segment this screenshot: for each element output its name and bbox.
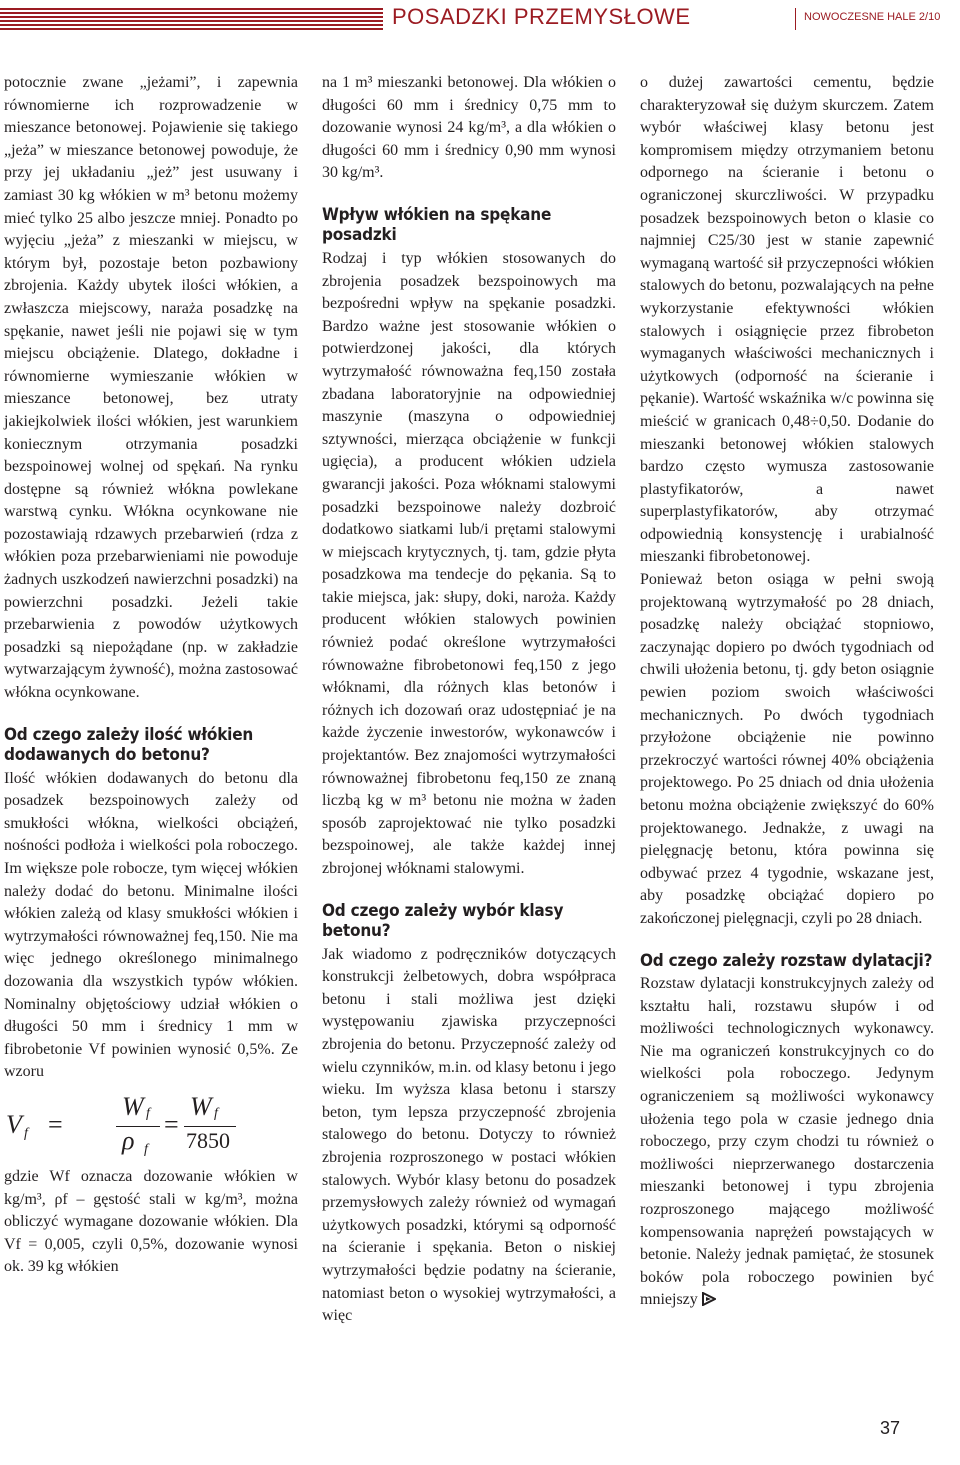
column-2 [322,72,616,1328]
paragraph: Jak wiadomo z podręczników dotyczących konstrukcji żelbetowych, dobra współpraca betonu i stali możliwa jest dzięki występowaniu zjawiska przyczepności zbrojenia do betonu. Przyczepność zależy od wielu czynników, m.in. od klasy betonu i jego wieku. Im wyższa klasa betonu i starszy beton, tym lepsza przyczepność zbrojenia stalowego do betonu. Dotyczy to również zbrojenia rozproszonego w postaci włókien stalowych. Wybór klasy betonu do posadzek przemysłowych zależy również od wymagań użytkowych posadzki, którymi są odporność na ścieranie i spękania. Beton o niskiej wytrzymałości będzie podatny na ścieranie, natomiast beton o wysokiej wytrzymałości, a więc [322,945,616,1325]
formula-num2: W [190,1091,212,1121]
formula-den2: 7850 [186,1127,230,1153]
page-number: 37 [880,1418,901,1438]
header-stripes [0,8,383,30]
formula-eq: = [164,1109,179,1139]
section-heading: Od czego zależy ilość włókien dodawanych do betonu? [4,724,254,766]
paragraph-text: Rozstaw dylatacji konstrukcyjnych zależy od kształtu hali, rozstawu słupów i od możliwości technologicznych wykonawcy. Nie ma ograniczeń konstrukcyjnych co do wielkości pola roboczego. Jedynym ograniczeniem są możliwości wykonawcy ułożenia tego pola w czasie jednego dnia roboczego, przy czym chodzi tu również o możliwości nieprzerwanego dostarczenia mieszanki betonowej i typu zbrojenia rozproszonego mającego możliwość kompensowania naprężeń powstających w betonie. Należy jednak pamiętać, że stosunek boków pola roboczego powinien być mniejszy [640,975,934,1309]
paragraph: gdzie Wf oznacza dozowanie włókien w kg/m³, ρf – gęstość stali w kg/m³, można obliczyć wymagane dozowanie włókien. Dla Vf = 0,005, czyli 0,5%, dozowanie wynosi ok. 39 kg włókien [4,1167,298,1276]
formula-eq: = [48,1109,63,1139]
formula-num2-sub: f [214,1105,218,1121]
paragraph: Rodzaj i typ włókien stosowanych do zbrojenia posadzek bezspoinowych ma bezpośredni wpływ na spękanie posadzki. Bardzo ważne jest stosowanie włókien o potwierdzonej jakości, dla których wytrzymałość równoważna feq,150 została zbadana laboratoryjnie na odpowiedniej maszynie (maszyna o odpowiedniej sztywności, mierząca obciążenie w funkcji ugięcia), a producent włókien udziela gwarancji jakości. Poza włóknami stalowymi posadzki bezspoinowe należy dozbroić dodatkowo siatkami lub/i prętami stalowymi w miejscach krytycznych, tj. tam, gdzie płyta posadzkowa ma tendecje do pękania. Są to takie miejsca, jak: słupy, doki, naroża. Każdy producent włókien stalowych powinien również podać określone wytrzymałości równoważne fibrobetonowi feq,150 z jego włóknami, dla różnych klas betonów i różnych ich dozowań oraz udostępniać je na każde życzenie inwestorów, wykonawców i projektantów. Bez znajomości wytrzymałości równoważnej fibrobetonu feq,150 ze znaną liczbą kg w m³ betonu nie można w żaden sposób zaprojektować nie tylko posadzki bezspoinowej, ale także każdej innej zbrojonej włóknami stalowymi. [322,249,616,877]
formula-num1: W [122,1091,144,1121]
paragraph [640,973,934,1312]
formula-lhs-sub: f [24,1125,28,1141]
column-1 [4,72,298,1279]
formula-den1: ρ [122,1125,135,1155]
paragraph: na 1 m³ mieszanki betonowej. Dla włókien o długości 60 mm i średnicy 0,75 mm to dozowanie wynosi 24 kg/m³, a dla włókien o długości 60 mm i średnicy 0,90 mm wynosi 30 kg/m³. [322,74,616,182]
section-heading: Od czego zależy wybór klasy betonu? [322,900,564,942]
formula-num1-sub: f [146,1105,150,1121]
fraction-line [184,1126,236,1127]
section-title: POSADZKI PRZEMYSŁOWE [392,4,691,29]
continue-arrow-icon [702,1292,716,1306]
section-heading: Od czego zależy rozstaw dylatacji? [640,950,933,971]
header-separator [795,8,796,30]
section-heading: Wpływ włókien na spękane posadzki [322,204,552,246]
column-3 [640,72,934,1312]
paragraph: Ponieważ beton osiąga w pełni swoją projektowaną wytrzymałość po 28 dniach, posadzkę należy obciążać stopniowo, zaczynając dopiero po dwóch tygodniach od chwili ułożenia betonu, tj. gdy beton osiągnie pewien poziom swoich właściwości mechanicznych. Po dwóch tygodniach przyłożone obciążenie nie powinno przekroczyć wartości równej 40% obciążenia projektowego. Po 25 dniach od dnia ułożenia betonu można obciążenie zwiększyć do 60% projektowanego. Jednakże, z uwagi na pielęgnację betonu, która powinna się odbywać przez 4 tygodnie, wskazane jest, aby posadzkę obciążać dopiero po zakończonej pielęgnacji, czyli po 28 dniach. [640,571,934,927]
page-header [0,0,960,44]
paragraph: Ilość włókien dodawanych do betonu dla posadzek bezspoinowych zależy od smukłości włókna, wielkości obciążeń, nośności podłoża i wielkości pola roboczego. Im większe pole robocze, tym więcej włókien należy dodać do betonu. Minimalne ilości włókien zależą od klasy smukłości włókien i wytrzymałości równoważnej feq,150. Nie ma więc jednego określonego minimalnego dozowania dla wszystkich typów włókien. Nominalny objętościowy udział włókien o długości 50 mm i średnicy 1 mm w fibrobetonie Vf powinien wynosić 0,5%. Ze wzoru [4,769,298,1081]
paragraph: potocznie zwane „jeżami”, i zapewnia równomierne ich rozprowadzenie w mieszance betonowej. Pojawienie się takiego „jeża” w mieszance betonowej powoduje, że przy jej układaniu „jeż” jest usuwany i zamiast 30 kg włókien w m³ betonu możemy mieć tylko 25 albo jeszcze mniej. Ponadto po wyjęciu „jeża” z mieszanki w miejscu, w którym był, pozostaje beton pozbawiony zbrojenia. Każdy ubytek ilości włókien, a zwłaszcza miejscowy, naraża posadzkę na spękanie, nawet jeśli nie pojawi się w tym miejscu obciążenie. Dlatego, dokładne i równomierne wymieszanie włókien w mieszance betonowej, bez utraty jakiejkolwiek ilości włókien, jest warunkiem koniecznym otrzymania posadzki bezspoinowej wolnej od spękań. Na rynku dostępne są również włókna powlekane warstwą cynku. Włókna ocynkowane nie pozostawiają rdzawych przebarwień (rdza z włókien poza przebarwieniami nie powoduje żadnych uszkodzeń nawierzchni posadzki) na powierzchni posadzki. Jeżeli takie przebarwienia z powodów użytkowych posadzki są niepożądane (np. w zakładzie wytwarzającym żywność), można zastosować włókna ocynkowane. [4,74,298,702]
formula [4,1092,298,1162]
formula-den1-sub: f [144,1141,148,1157]
paragraph: o dużej zawartości cementu, będzie charakteryzował się dużym skurczem. Zatem wybór właściwej klasy betonu jest kompromisem między otrzymaniem betonu odpornego na ścieranie i betonu o ograniczonej skurczliwości. W przypadku posadzek bezspoinowych beton o klasie co najmniej C25/30 jest w stanie zapewnić wymaganą wartość sił przyczepności włókien stalowych do betonu, pozwalających na pełne wykorzystanie efektywności włókien stalowych i osiągnięcie przez fibrobeton wymaganych właściwości mechanicznych i użytkowych (odporność na ścieranie i pękanie). Wartość wskaźnika w/c powinna się mieścić w granicach 0,48÷0,50. Dodanie do mieszanki betonowej włókien stalowych bardzo często wymusza zastosowanie plastyfikatorów, a nawet superplastyfikatorów, aby otrzymać odpowiednią konsystencję i urabialność mieszanki fibrobetonowej. [640,74,934,566]
formula-lhs: V [6,1109,22,1139]
magazine-issue: NOWOCZESNE HALE 2/10 [804,11,941,23]
